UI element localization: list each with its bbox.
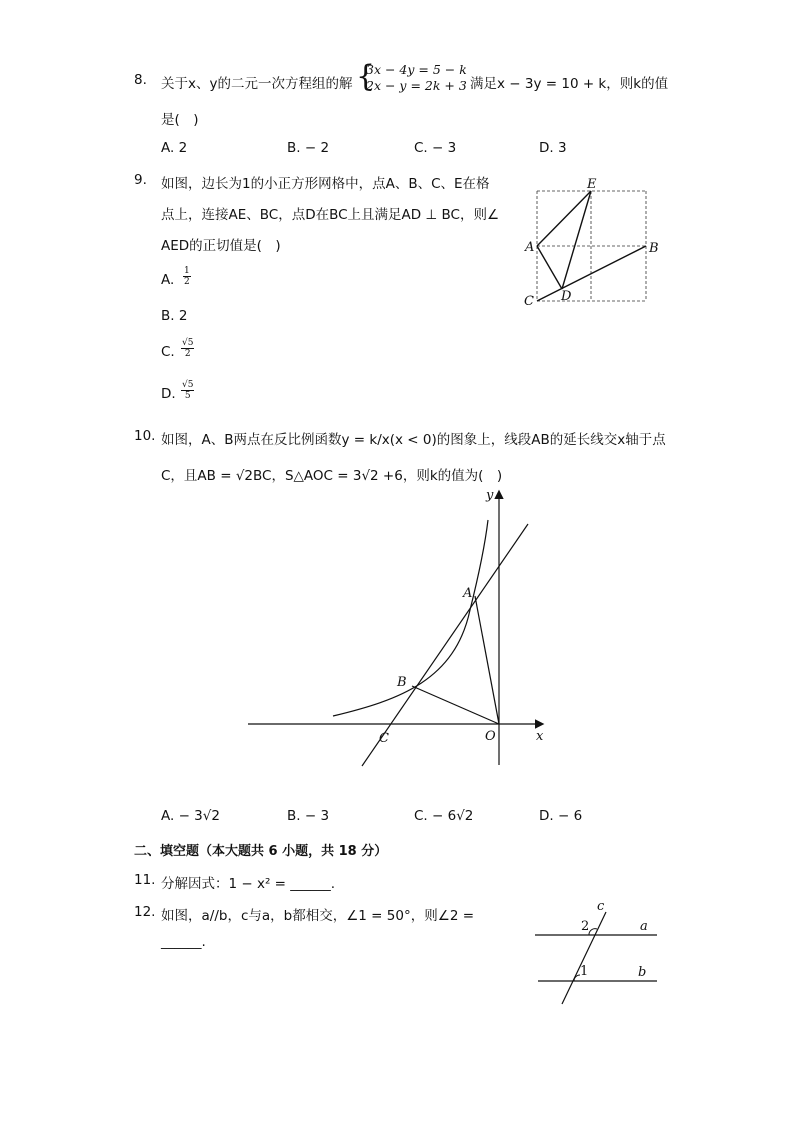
q10-option-c: C. − 6√2 <box>414 808 474 824</box>
q8-line1-tail: 满足x − 3y = 10 + k，则k的值 <box>470 76 669 92</box>
q8-option-b: B. − 2 <box>287 140 330 156</box>
label-C: C <box>524 294 534 309</box>
frac-num: √5 <box>182 338 194 348</box>
q9-option-b: B. 2 <box>161 308 188 324</box>
q9-line1: 如图，边长为1的小正方形网格中，点A、B、C、E在格 <box>161 176 490 192</box>
q10-line2: C，且AB = √2BC，S△AOC = 3√2 +6，则k的值为( ) <box>161 468 503 484</box>
label-D: D <box>561 289 572 304</box>
q8-brace: { <box>356 59 376 94</box>
q8-option-c: C. − 3 <box>414 140 457 156</box>
frac-num: √5 <box>182 380 194 390</box>
q10-option-a: A. − 3√2 <box>161 808 220 824</box>
q8-option-d: D. 3 <box>539 140 567 156</box>
q9-line2: 点上，连接AE、BC，点D在BC上且满足AD ⊥ BC，则∠ <box>161 207 500 223</box>
label-a: a <box>640 919 648 934</box>
q9-number: 9. <box>134 172 147 188</box>
q8-eq2: 2x − y = 2k + 3 <box>366 78 467 93</box>
label-O: O <box>485 729 496 744</box>
q12-line1: 如图，a//b，c与a，b都相交，∠1 = 50°，则∠2 = <box>161 908 475 924</box>
frac-num: 1 <box>184 266 190 276</box>
q8-option-a: A. 2 <box>161 140 188 156</box>
q8-number: 8. <box>134 72 147 88</box>
q9-option-c: C. <box>161 344 175 360</box>
label-A: A <box>463 586 473 601</box>
label-angle-1: 1 <box>580 964 589 979</box>
label-b: b <box>638 965 647 980</box>
label-B: B <box>397 675 407 690</box>
q8-eq1: 3x − 4y = 5 − k <box>366 62 467 77</box>
label-C: C <box>379 731 389 746</box>
frac-den: 2 <box>184 277 190 287</box>
label-y: y <box>486 488 494 503</box>
q8-line1-text: 关于x、y的二元一次方程组的解 <box>161 76 353 92</box>
q11-text: 分解因式：1 − x² = ______. <box>161 876 336 892</box>
frac-den: 5 <box>184 391 191 401</box>
label-A: A <box>525 240 535 255</box>
q9-option-a: A. <box>161 272 175 288</box>
label-x: x <box>536 729 544 744</box>
q12-number: 12. <box>134 904 156 920</box>
label-c: c <box>597 899 605 914</box>
q10-option-d: D. − 6 <box>539 808 583 824</box>
q9-line3: AED的正切值是( ) <box>161 238 281 254</box>
label-angle-2: 2 <box>581 919 590 934</box>
label-E: E <box>587 177 597 192</box>
q10-line1: 如图，A、B两点在反比例函数y = k/x(x < 0)的图象上，线段AB的延长线交x轴于点 <box>161 432 666 448</box>
section-title: 二、填空题（本大题共 6 小题，共 18 分） <box>134 844 388 859</box>
q8-line2: 是( ) <box>161 112 199 128</box>
q9-option-d: D. <box>161 386 176 402</box>
q12-line2: ______. <box>161 934 206 950</box>
frac-den: 2 <box>184 349 191 359</box>
q11-number: 11. <box>134 872 156 888</box>
label-B: B <box>649 241 659 256</box>
q10-option-b: B. − 3 <box>287 808 330 824</box>
q10-number: 10. <box>134 428 156 444</box>
